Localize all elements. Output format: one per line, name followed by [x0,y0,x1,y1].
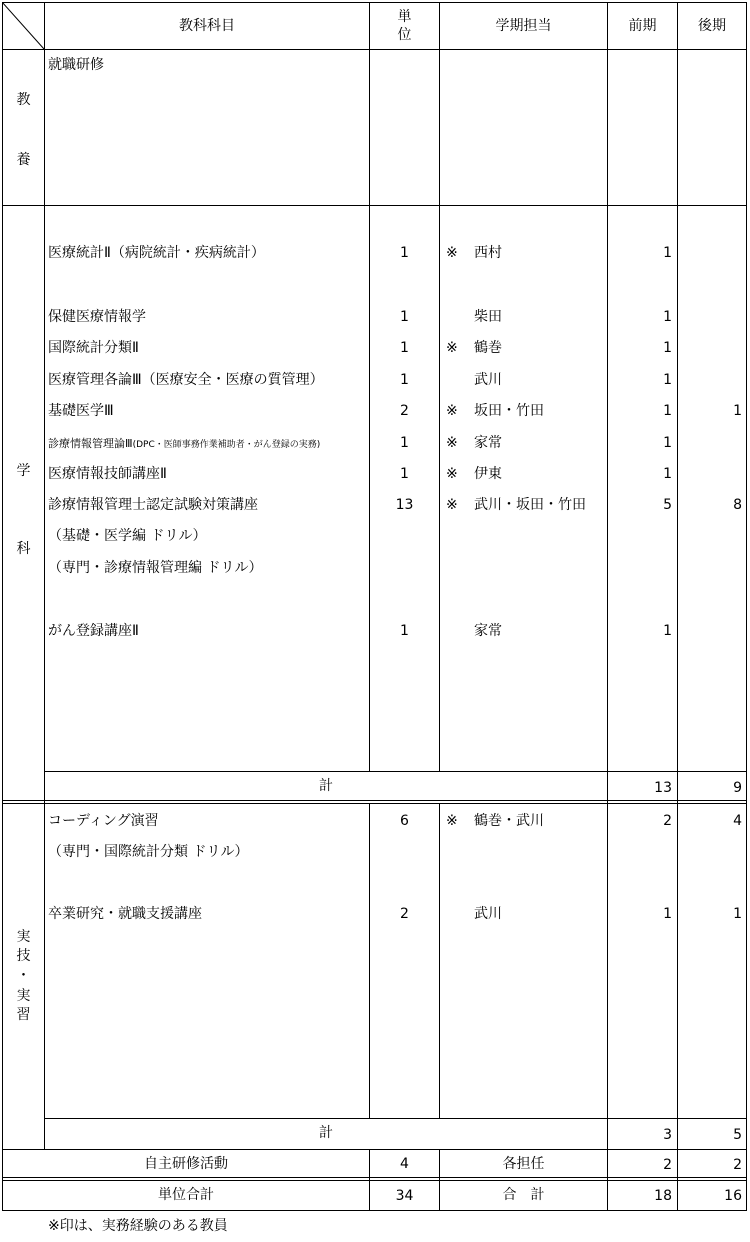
table-row-units: 2 [400,906,409,922]
table-row-first: 1 [663,466,672,482]
table-row-subject: 医療統計Ⅱ（病院統計・疾病統計） [48,245,265,261]
grand-total-label: 単位合計 [158,1187,214,1203]
header-bottom-line [2,49,747,50]
table-border-right [746,2,747,1211]
section-gakka-char-1: 学 [16,463,31,479]
grand-total-second: 16 [724,1188,742,1204]
table-row-first: 1 [663,372,672,388]
table-row-teacher: 武川 [474,372,502,388]
table-row-first: 1 [663,340,672,356]
table-row-units: 1 [400,340,409,356]
jitsugi-section-bottom-line [2,1149,747,1150]
section-jitsugi-char-4: 実 [16,988,31,1004]
table-row-subject: （基礎・医学編 ドリル） [48,528,207,544]
header-corner-diagonal [2,2,45,50]
table-row-subject: 医療管理各論Ⅲ（医療安全・医療の質管理） [48,372,324,388]
table-row-units: 13 [395,497,414,513]
table-row-subject: 診療情報管理士認定試験対策講座 [48,497,258,513]
teacher-column-line-upper [439,2,440,772]
grand-total-teacher: 合 計 [502,1187,545,1203]
gakka-total-top-line [44,771,747,772]
jishu-units: 4 [400,1156,409,1172]
section-kyoyo-char-2: 養 [16,152,31,168]
header-units-line2: 位 [397,27,412,43]
section-gakka-char-2: 科 [16,541,31,557]
table-row-units: 1 [400,309,409,325]
table-row-units: 1 [400,245,409,261]
section-jitsugi-char-1: 実 [16,929,31,945]
table-row-units: 1 [400,466,409,482]
section-column-line [44,2,45,1150]
table-row-units: 6 [400,813,409,829]
table-row-first: 1 [663,906,672,922]
table-row-subject: （専門・診療情報管理編 ドリル） [48,560,263,576]
jitsugi-total-first: 3 [663,1127,672,1143]
table-border-top [2,2,747,3]
table-row-teacher: 武川・坂田・竹田 [474,497,586,513]
table-row-teacher: 鶴巻・武川 [474,813,544,829]
table-row-first: 1 [663,245,672,261]
table-row-subject: 保健医療情報学 [48,309,146,325]
gakka-section-bottom-line-2 [2,803,747,804]
jishu-bottom-line-2 [2,1180,747,1181]
table-row-subject: 国際統計分類Ⅱ [48,340,139,356]
table-row-units: 1 [400,435,409,451]
section-jitsugi-char-5: 習 [16,1007,31,1023]
table-row-first: 1 [663,309,672,325]
table-row-teacher: 家常 [474,435,502,451]
table-row-mark: ※ [446,813,458,829]
table-row-mark: ※ [446,497,458,513]
kyoyo-subject: 就職研修 [48,57,104,73]
jishu-label: 自主研修活動 [144,1156,228,1172]
table-row-mark: ※ [446,466,458,482]
table-row-second: 4 [733,813,742,829]
header-second-term: 後期 [698,18,726,34]
table-row-second: 8 [733,497,742,513]
table-row-subject: コーディング演習 [48,813,159,829]
jishu-teacher: 各担任 [502,1156,545,1172]
subject-note: (DPC・医師事務作業補助者・がん登録の実務) [132,440,321,450]
section-kyoyo-char-1: 教 [16,92,31,108]
table-row-units: 2 [400,403,409,419]
grand-total-units: 34 [395,1188,414,1204]
table-row-subject [48,435,320,453]
jishu-second: 2 [733,1157,742,1173]
gakka-section-bottom-line-1 [2,800,747,801]
jitsugi-total-label: 計 [319,1125,333,1141]
table-row-second: 1 [733,906,742,922]
table-row-subject: 卒業研究・就職支援講座 [48,906,202,922]
jitsugi-total-second: 5 [733,1127,742,1143]
table-row-first: 1 [663,623,672,639]
table-row-subject: 医療情報技師講座Ⅱ [48,466,167,482]
table-row-first: 5 [663,497,672,513]
table-row-units: 1 [400,372,409,388]
teacher-column-line-lower [439,803,440,1119]
table-row-mark: ※ [446,340,458,356]
gakka-total-second: 9 [733,780,742,796]
jitsugi-total-top-line [44,1118,747,1119]
second-term-column-line [677,2,678,1211]
table-row-subject: （専門・国際統計分類 ドリル） [48,844,249,860]
table-row-teacher: 武川 [474,906,502,922]
table-border-left [2,2,3,1211]
kyoyo-bottom-line [2,205,747,206]
table-row-teacher: 西村 [474,245,502,261]
table-row-first: 1 [663,403,672,419]
section-jitsugi-char-3: ・ [16,968,31,984]
gakka-total-first: 13 [654,780,672,796]
gakka-total-label: 計 [319,778,333,794]
grand-total-first: 18 [654,1188,672,1204]
table-row-subject: がん登録講座Ⅱ [48,623,139,639]
table-row-teacher: 伊東 [474,466,502,482]
table-row-mark: ※ [446,245,458,261]
table-row-subject: 基礎医学Ⅲ [48,403,114,419]
table-row-teacher: 坂田・竹田 [474,403,544,419]
table-row-teacher: 家常 [474,623,502,639]
table-border-bottom [2,1210,747,1211]
table-row-mark: ※ [446,403,458,419]
header-first-term: 前期 [628,18,657,34]
header-units-line1: 単 [397,9,412,25]
subject-main: 診療情報管理論Ⅲ [48,437,133,450]
table-row-second: 1 [733,403,742,419]
table-row-first: 1 [663,435,672,451]
first-term-column-line [607,2,608,1211]
footnote: ※印は、実務経験のある教員 [48,1218,228,1234]
header-subject: 教科科目 [179,18,235,34]
section-jitsugi-char-2: 技 [16,948,31,964]
header-term-teacher: 学期担当 [495,18,552,34]
jishu-first: 2 [663,1157,672,1173]
table-row-first: 2 [663,813,672,829]
units-column-line-lower [369,803,370,1119]
table-row-teacher: 鶴巻 [474,340,502,356]
jishu-bottom-line-1 [2,1177,747,1178]
table-row-mark: ※ [446,435,458,451]
table-row-units: 1 [400,623,409,639]
table-row-teacher: 柴田 [474,309,502,325]
